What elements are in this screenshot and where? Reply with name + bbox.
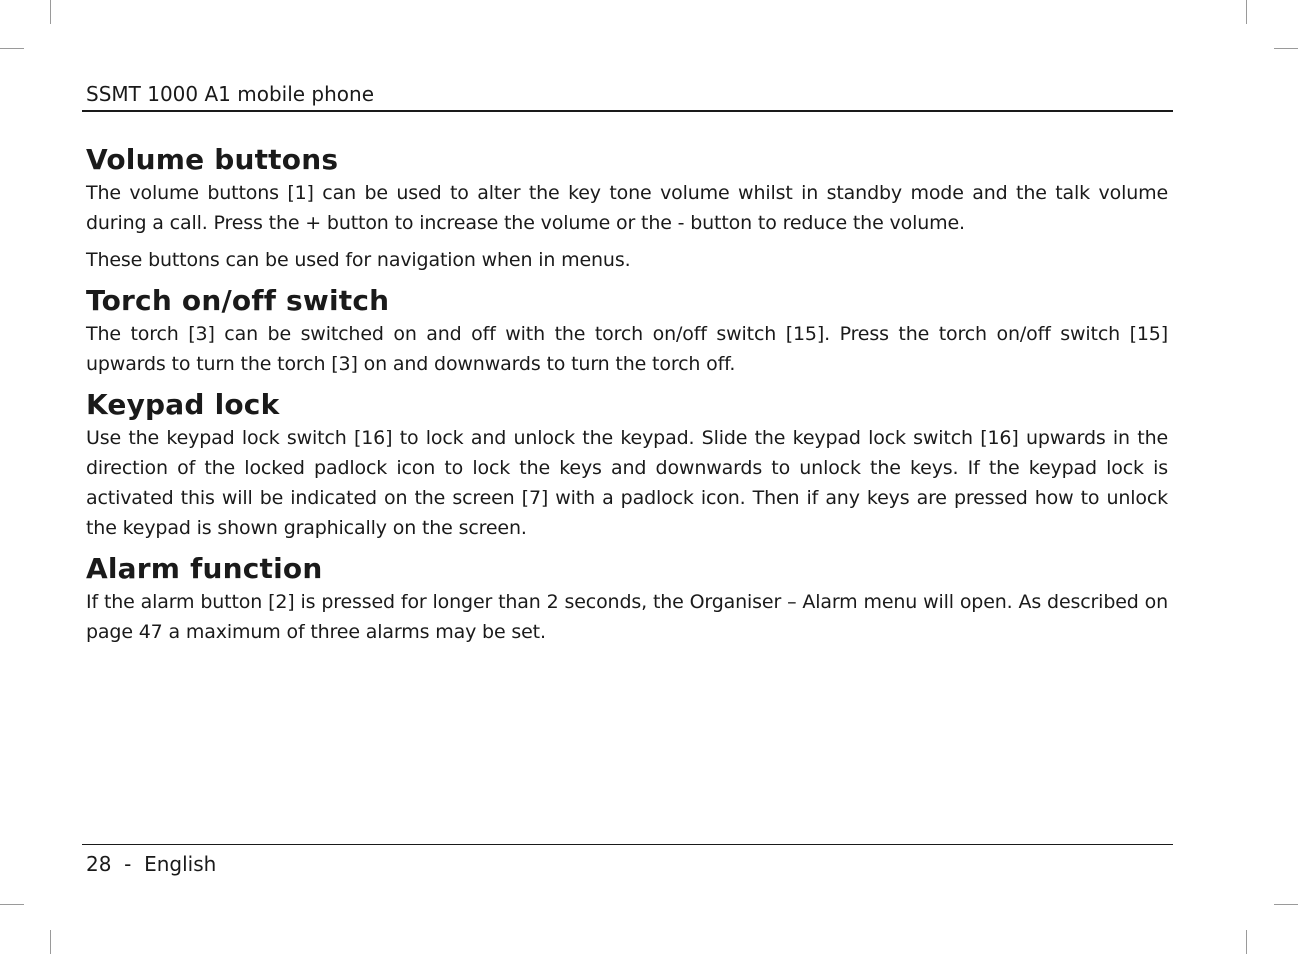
crop-mark-top-right-vertical xyxy=(1246,0,1247,24)
footer-rule xyxy=(82,844,1173,845)
crop-mark-bottom-right-vertical xyxy=(1246,930,1247,954)
section-volume-buttons xyxy=(86,142,1168,275)
footer-language: English xyxy=(144,852,217,876)
footer-separator: - xyxy=(124,852,132,876)
paragraph: The torch [3] can be switched on and off with the torch on/off switch [15]. Press the torch on/off switch [15] upwards to turn the torch [3] on and downwards to turn the torch off. xyxy=(86,323,1168,375)
section-title: Torch on/off switch xyxy=(86,284,390,317)
paragraph: The volume buttons [1] can be used to alter the key tone volume whilst in standby mode and the talk volume during a call. Press the + button to increase the volume or the - button to reduce the volume. xyxy=(86,182,1168,234)
section-title: Alarm function xyxy=(86,552,323,585)
header-rule xyxy=(82,110,1173,112)
page-footer xyxy=(86,850,216,878)
crop-mark-bottom-right-horizontal xyxy=(1274,904,1298,905)
crop-mark-top-left-horizontal xyxy=(0,48,24,49)
paragraph: These buttons can be used for navigation when in menus. xyxy=(86,249,631,271)
paragraph: If the alarm button [2] is pressed for longer than 2 seconds, the Organiser – Alarm menu will open. As described on page 47 a maximum of three alarms may be set. xyxy=(86,591,1168,643)
section-alarm-function xyxy=(86,551,1168,647)
page-content xyxy=(86,142,1168,647)
crop-mark-bottom-left-horizontal xyxy=(0,904,24,905)
crop-mark-top-right-horizontal xyxy=(1274,48,1298,49)
running-header: SSMT 1000 A1 mobile phone xyxy=(86,82,375,106)
section-title: Volume buttons xyxy=(86,143,339,176)
page-number: 28 xyxy=(86,852,112,876)
crop-mark-top-left-vertical xyxy=(50,0,51,24)
section-title: Keypad lock xyxy=(86,388,280,421)
crop-mark-bottom-left-vertical xyxy=(50,930,51,954)
section-torch-switch xyxy=(86,283,1168,379)
section-keypad-lock xyxy=(86,387,1168,543)
paragraph: Use the keypad lock switch [16] to lock and unlock the keypad. Slide the keypad lock switch [16] upwards in the direction of the locked padlock icon to lock the keys and downwards to unlock the keys. If the keypad lock is activated this will be indicated on the screen [7] with a padlock icon. Then if any keys are pressed how to unlock the keypad is shown graphically on the screen. xyxy=(86,427,1168,539)
